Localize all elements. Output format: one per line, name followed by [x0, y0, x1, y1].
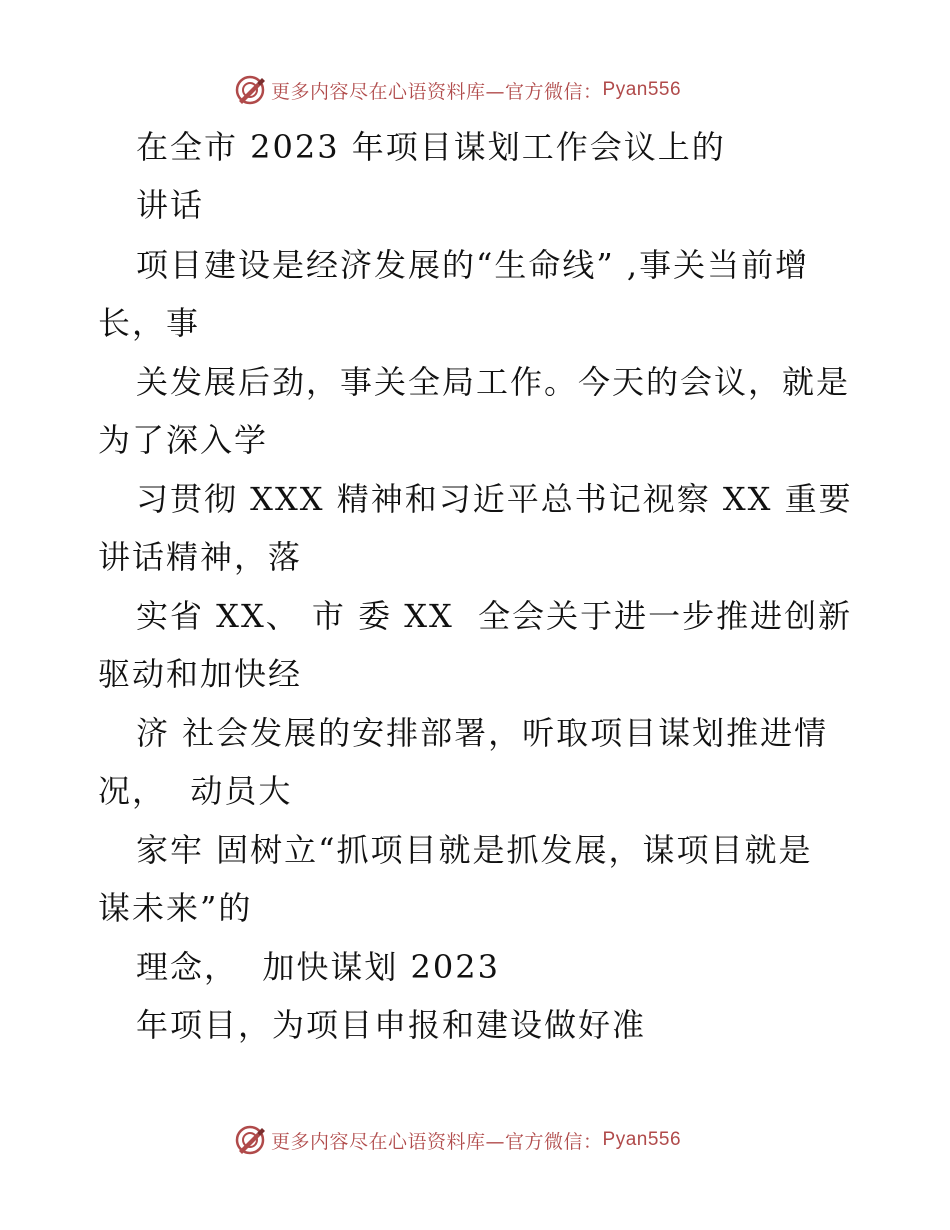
text-line: 驱动和加快经 [98, 655, 303, 693]
text-line: 在全市 2023 年项目谋划工作会议上的 [136, 128, 726, 166]
watermark-text: 更多内容尽在心语资料库—官方微信： [271, 1130, 603, 1153]
text-line: 讲话 [136, 186, 205, 224]
text-line: 谋未来”的 [98, 889, 253, 927]
text-line: 关发展后劲，事关全局工作。今天的会议，就是 [136, 363, 851, 401]
text-line: 长，事 [98, 304, 201, 342]
text-line: 项目建设是经济发展的“生命线” ,事关当前增 [136, 246, 810, 284]
watermark-wechat-id: Pyan556 [602, 1129, 682, 1150]
text-line: 年项目，为项目申报和建设做好准 [136, 1006, 647, 1044]
text-line: 家牢 固树立“抓项目就是抓发展，谋项目就是 [136, 831, 813, 869]
footer-watermark [233, 1120, 681, 1160]
text-line: 济 社会发展的安排部署，听取项目谋划推进情 [136, 714, 829, 752]
text-line: 理念， 加快谋划 2023 [136, 948, 500, 986]
watermark-wechat-id: Pyan556 [602, 79, 682, 100]
watermark-text: 更多内容尽在心语资料库—官方微信： [271, 80, 603, 103]
header-watermark [233, 70, 681, 110]
pen-logo-icon [233, 73, 267, 107]
text-line: 为了深入学 [98, 421, 269, 459]
text-line: 习贯彻 XXX 精神和习近平总书记视察 XX 重要 [136, 480, 853, 518]
text-line: 实省 XX、 市 委 XX 全会关于进一步推进创新 [136, 597, 853, 635]
text-line: 况， 动员大 [98, 772, 293, 810]
pen-logo-icon [233, 1123, 267, 1157]
text-line: 讲话精神，落 [98, 538, 303, 576]
